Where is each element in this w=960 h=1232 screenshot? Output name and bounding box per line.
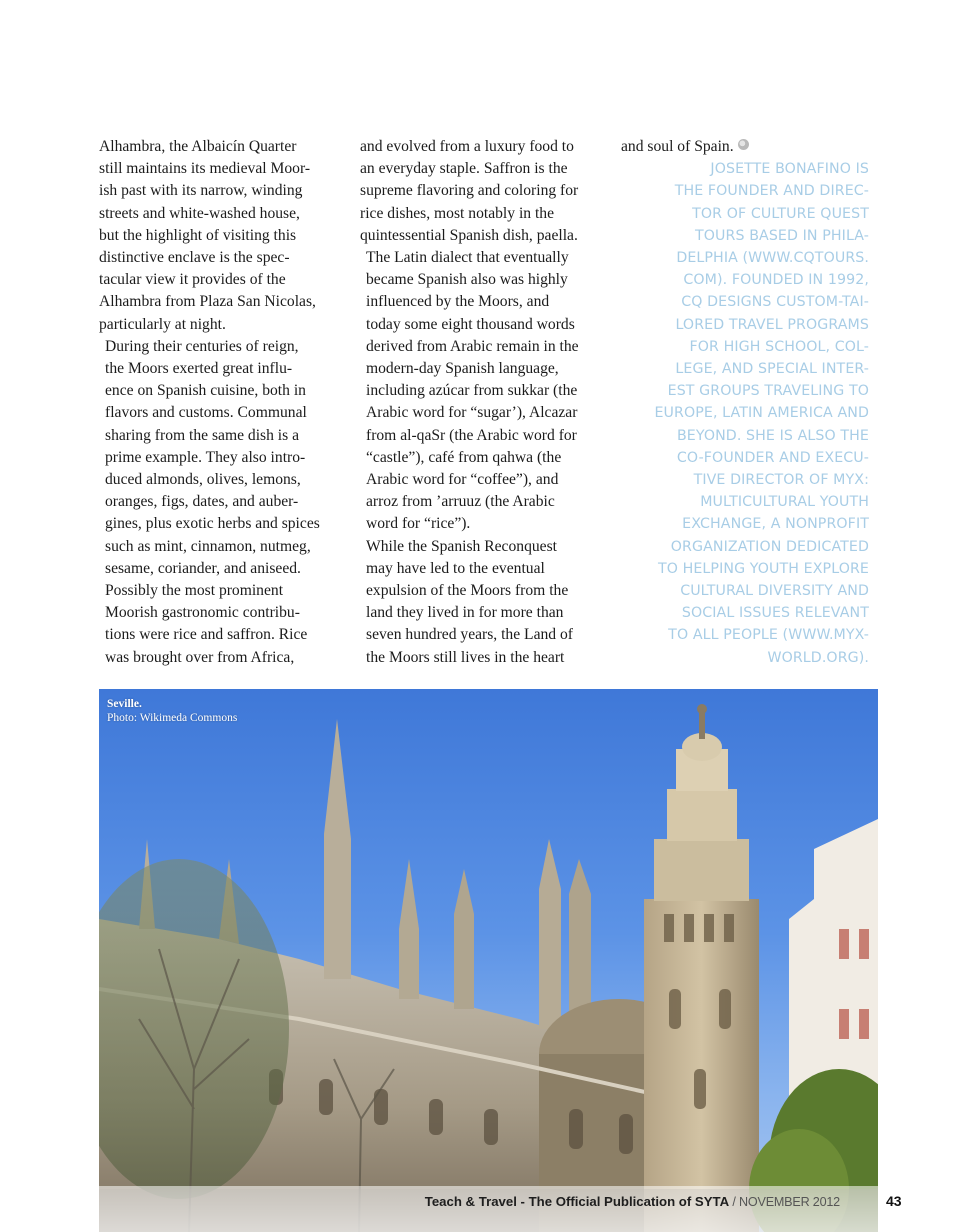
text-line: BEYOND. SHE IS ALSO THE <box>676 427 869 444</box>
text-line: quintessential Spanish dish, paella. <box>360 226 578 244</box>
footer-band <box>99 1186 878 1232</box>
text-line: TO HELPING YOUTH EXPLORE <box>657 560 869 577</box>
paragraph <box>360 536 612 669</box>
text-line: LEGE, AND SPECIAL INTER- <box>675 361 869 378</box>
cathedral-illustration <box>99 689 878 1232</box>
text-line: sharing from the same dish is a <box>105 426 300 444</box>
text-line: an everyday staple. Saffron is the <box>360 160 568 178</box>
text-line: SOCIAL ISSUES RELEVANT <box>681 605 869 622</box>
text-line: may have led to the eventual <box>366 559 545 577</box>
text-line: CO-FOUNDER AND EXECU- <box>676 449 869 466</box>
text-line: oranges, figs, dates, and auber- <box>105 493 299 511</box>
caption-credit: Photo: Wikimeda Commons <box>107 712 238 724</box>
end-of-article-icon <box>738 139 749 150</box>
text-line: streets and white-washed house, <box>99 204 300 222</box>
text-line: MULTICULTURAL YOUTH <box>700 494 869 511</box>
article-column-1 <box>99 136 349 669</box>
article-column-2 <box>360 136 612 669</box>
text-line: FOR HIGH SCHOOL, COL- <box>689 338 869 355</box>
text-line: sesame, coriander, and aniseed. <box>105 559 301 577</box>
text-line: ORGANIZATION DEDICATED <box>670 538 869 555</box>
text-line: from al-qaSr (the Arabic word for <box>366 426 577 444</box>
text-line: still maintains its medieval Moor- <box>99 160 311 178</box>
text-line: rice dishes, most notably in the <box>360 204 555 222</box>
text-line: gines, plus exotic herbs and spices <box>105 515 320 533</box>
text-line: TO ALL PEOPLE (WWW.MYX- <box>668 627 869 644</box>
text-line: the Moors still lives in the heart <box>366 648 565 666</box>
text-line: such as mint, cinnamon, nutmeg, <box>105 537 311 555</box>
text-line: particularly at night. <box>99 315 226 333</box>
text-line: TIVE DIRECTOR OF MYX: <box>693 472 869 489</box>
closing-paragraph <box>621 136 869 158</box>
text-line: today some eight thousand words <box>366 315 575 333</box>
page-number: 43 <box>886 1193 902 1209</box>
publication-name: Teach & Travel - The Official Publication of SYTA <box>424 1194 730 1209</box>
paragraph <box>99 136 349 336</box>
text-line: THE FOUNDER AND DIREC- <box>674 183 869 200</box>
text-line: “castle”), café from qahwa (the <box>366 448 562 466</box>
caption-title: Seville. <box>107 698 142 710</box>
text-line: but the highlight of visiting this <box>99 226 297 244</box>
text-line: CULTURAL DIVERSITY AND <box>680 583 869 600</box>
paragraph <box>99 336 349 669</box>
text-line: seven hundred years, the Land of <box>366 626 573 644</box>
text-line: word for “rice”). <box>366 515 471 533</box>
article-column-3 <box>621 136 869 669</box>
text-line: Moorish gastronomic contribu- <box>105 604 300 622</box>
issue-date: NOVEMBER 2012 <box>739 1195 840 1209</box>
text-line: prime example. They also intro- <box>105 448 306 466</box>
paragraph <box>360 247 612 536</box>
author-bio <box>621 158 869 669</box>
text-line: ence on Spanish cuisine, both in <box>105 382 306 400</box>
text-line: supreme flavoring and coloring for <box>360 182 579 200</box>
text-line: Arabic word for “coffee”), and <box>366 471 559 489</box>
paragraph <box>360 136 612 247</box>
text-line: JOSETTE BONAFINO IS <box>710 161 869 178</box>
footer-separator: / <box>729 1195 739 1209</box>
text-line: The Latin dialect that eventually <box>366 249 569 267</box>
text-line: influenced by the Moors, and <box>366 293 550 311</box>
text-line: CQ DESIGNS CUSTOM-TAI- <box>681 294 869 311</box>
footer-publication-line <box>425 1194 840 1209</box>
text-line: Arabic word for “sugar’), Alcazar <box>366 404 578 422</box>
text-line: arroz from ’arruuz (the Arabic <box>366 493 555 511</box>
text-line: tacular view it provides of the <box>99 271 286 289</box>
text-line: derived from Arabic remain in the <box>366 337 579 355</box>
text-line: flavors and customs. Communal <box>105 404 307 422</box>
text-line: EUROPE, LATIN AMERICA AND <box>654 405 869 422</box>
photo-caption <box>107 697 237 725</box>
text-line: ish past with its narrow, winding <box>99 182 303 200</box>
text-line: LORED TRAVEL PROGRAMS <box>675 316 869 333</box>
text-line: During their centuries of reign, <box>105 337 299 355</box>
text-line: duced almonds, olives, lemons, <box>105 471 301 489</box>
text-line: DELPHIA (WWW.CQTOURS. <box>676 250 869 267</box>
text-line: Possibly the most prominent <box>105 582 284 600</box>
text-line: Alhambra, the Albaicín Quarter <box>99 138 297 155</box>
seville-photo <box>99 689 878 1232</box>
text-line: tions were rice and saffron. Rice <box>105 626 308 644</box>
text-line: including azúcar from sukkar (the <box>366 382 578 400</box>
text-line: modern-day Spanish language, <box>366 360 559 378</box>
text-line: While the Spanish Reconquest <box>366 537 557 555</box>
text-line: was brought over from Africa, <box>105 648 295 666</box>
text-line: expulsion of the Moors from the <box>366 582 569 600</box>
text-line: COM). FOUNDED IN 1992, <box>683 272 869 289</box>
text-line: and evolved from a luxury food to <box>360 138 574 155</box>
closing-text: and soul of Spain. <box>621 138 734 155</box>
text-line: TOR OF CULTURE QUEST <box>692 205 869 222</box>
text-line: became Spanish also was highly <box>366 271 568 289</box>
text-line: TOURS BASED IN PHILA- <box>695 227 869 244</box>
text-line: the Moors exerted great influ- <box>105 360 293 378</box>
text-line: distinctive enclave is the spec- <box>99 249 290 267</box>
text-line: EST GROUPS TRAVELING TO <box>667 383 869 400</box>
text-line: Alhambra from Plaza San Nicolas, <box>99 293 316 311</box>
text-line: EXCHANGE, A NONPROFIT <box>682 516 869 533</box>
text-line: WORLD.ORG). <box>767 649 869 666</box>
text-line: land they lived in for more than <box>366 604 564 622</box>
